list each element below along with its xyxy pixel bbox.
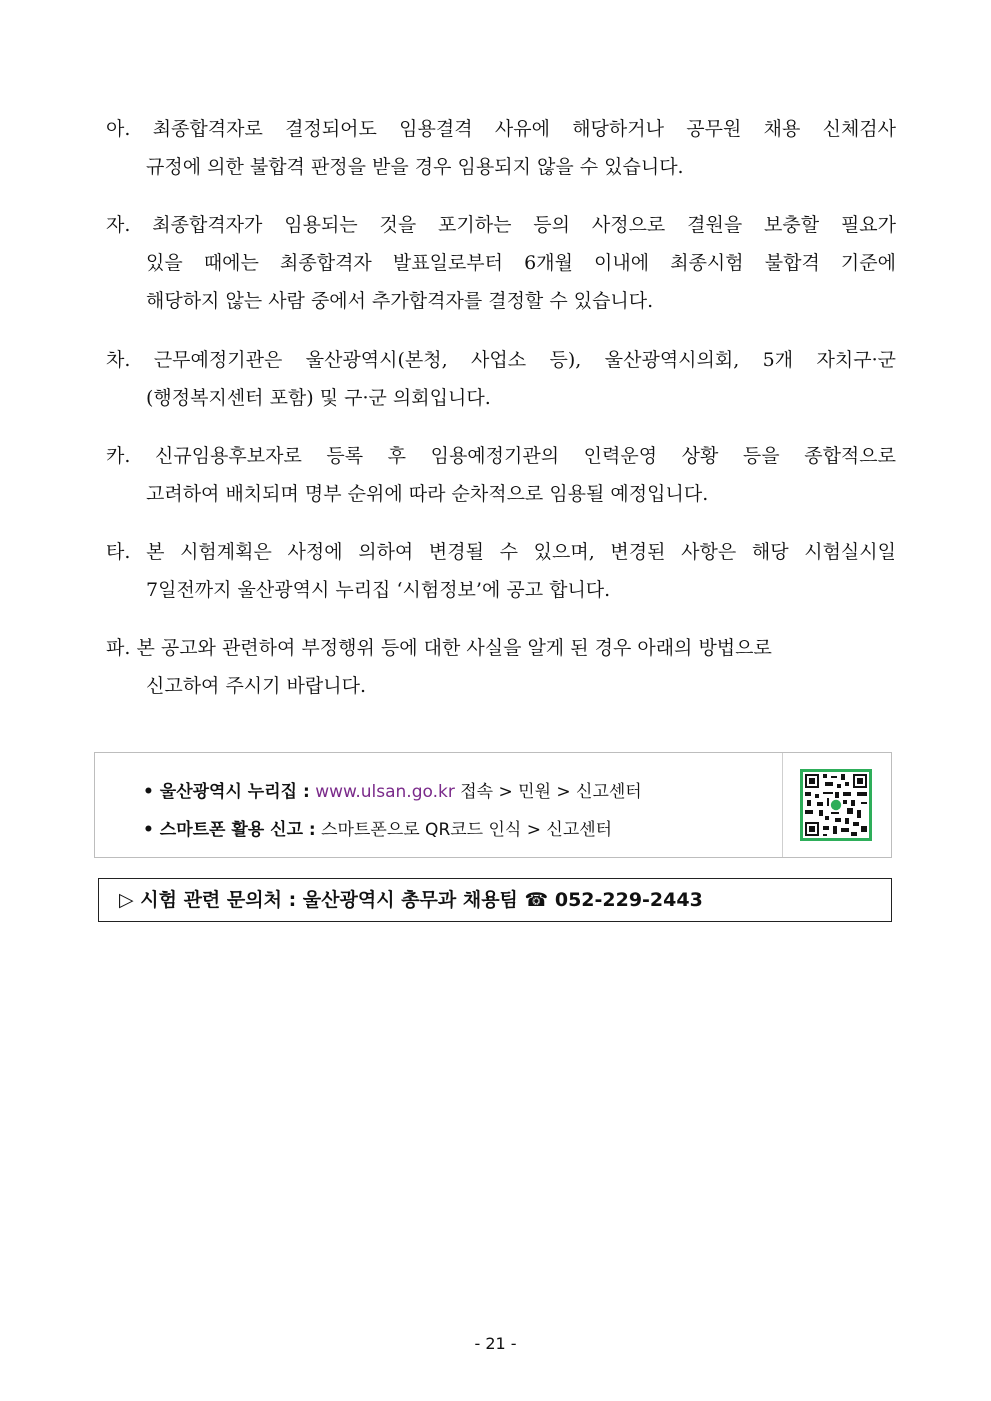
website-link[interactable]: www.ulsan.go.kr — [315, 782, 455, 802]
item-line: 차. 근무예정기관은 울산광역시(본청, 사업소 등), 울산광역시의회, 5개 자치구·군 — [106, 349, 896, 371]
item-a — [106, 110, 896, 186]
website-report-row: • 울산광역시 누리집 : www.ulsan.go.kr 접속 > 민원 > 신고센터 — [143, 782, 642, 802]
contact-box — [98, 878, 892, 922]
qr-code-icon — [800, 769, 872, 841]
item-line: 파. 본 공고와 관련하여 부정행위 등에 대한 사실을 알게 된 경우 아래의 방법으로 — [106, 637, 772, 659]
item-line: 해당하지 않는 사람 중에서 추가합격자를 결정할 수 있습니다. — [146, 290, 654, 312]
item-line: 7일전까지 울산광역시 누리집 ‘시험정보’에 공고 합니다. — [146, 579, 611, 601]
item-line: 자. 최종합격자가 임용되는 것을 포기하는 등의 사정으로 결원을 보충할 필요가 — [106, 214, 897, 236]
item-line: 타. 본 시험계획은 사정에 의하여 변경될 수 있으며, 변경된 사항은 해당 시험실시일 — [106, 541, 896, 563]
item-ta — [106, 533, 896, 609]
item-line: (행정복지센터 포함) 및 구·군 의회입니다. — [146, 387, 491, 409]
divider — [782, 753, 783, 857]
report-notice-box — [94, 752, 892, 858]
item-cha — [106, 341, 896, 417]
item-line: 고려하여 배치되며 명부 순위에 따라 순차적으로 임용될 예정입니다. — [146, 483, 709, 505]
item-pa — [106, 629, 896, 705]
item-line: 있을 때에는 최종합격자 발표일로부터 6개월 이내에 최종시험 불합격 기준에 — [146, 252, 896, 274]
page-number: - 21 - — [474, 1334, 517, 1353]
item-line: 규정에 의한 불합격 판정을 받을 경우 임용되지 않을 수 있습니다. — [146, 156, 684, 178]
smartphone-report-row: • 스마트폰 활용 신고 : 스마트폰으로 QR코드 인식 > 신고센터 — [143, 820, 613, 840]
item-line: 아. 최종합격자로 결정되어도 임용결격 사유에 해당하거나 공무원 채용 신체검사 — [106, 118, 897, 140]
phone-icon: ☎ — [524, 889, 549, 911]
item-ja — [106, 206, 896, 320]
triangle-arrow-icon: ▷ — [119, 889, 134, 911]
contact-text: 시험 관련 문의처 : 울산광역시 총무과 채용팀 — [140, 889, 518, 911]
item-line: 카. 신규임용후보자로 등록 후 임용예정기관의 인력운영 상황 등을 종합적으로 — [106, 445, 896, 467]
item-ka — [106, 437, 896, 513]
phone-number: 052-229-2443 — [554, 889, 703, 911]
item-line: 신고하여 주시기 바랍니다. — [146, 675, 367, 697]
